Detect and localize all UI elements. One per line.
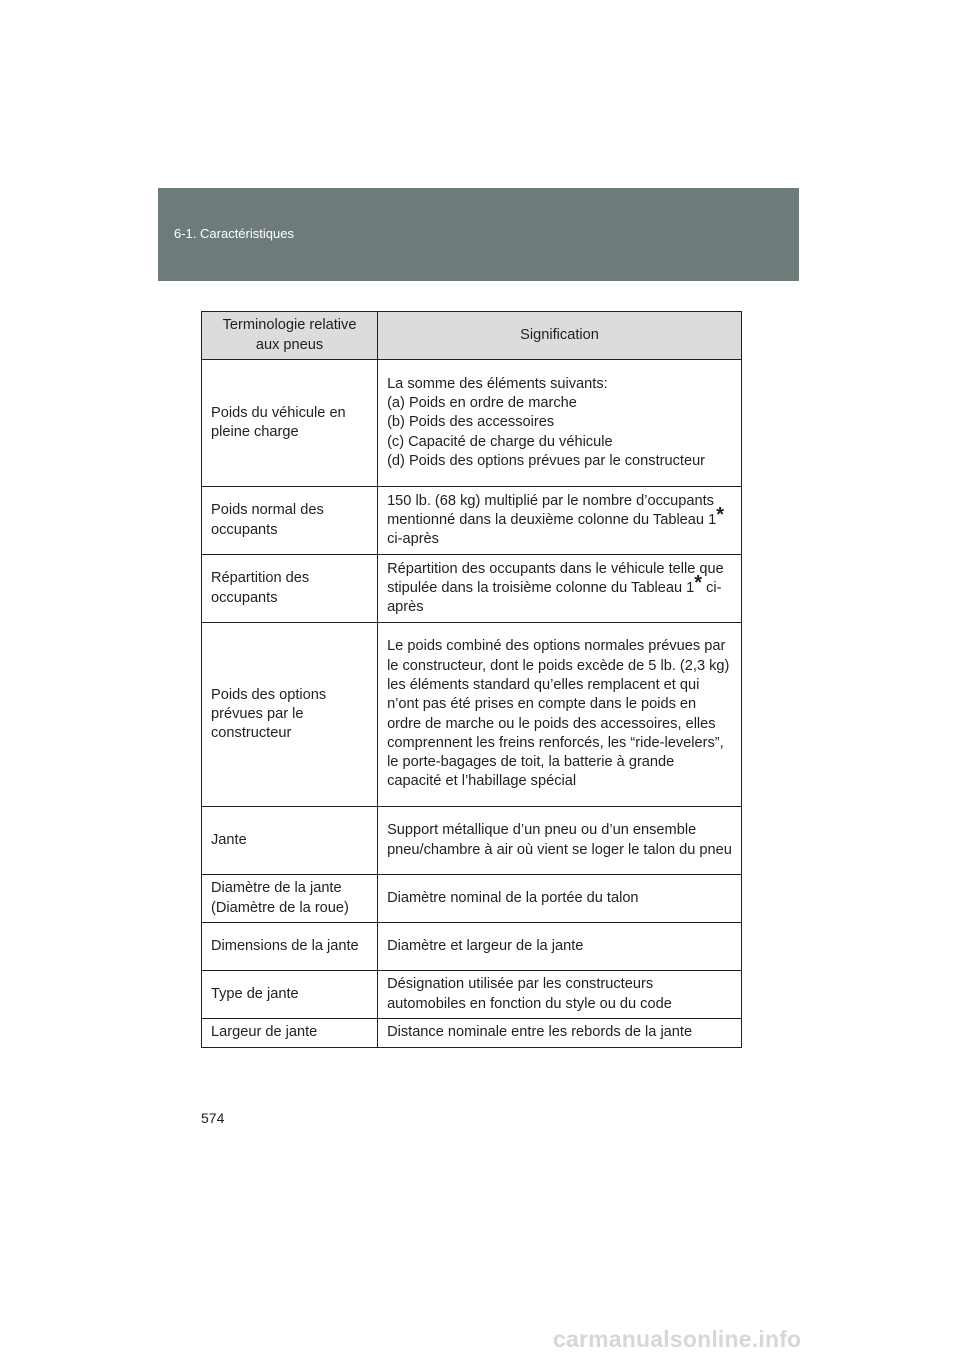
- definition-text: Répartition des occupants dans le véhicule telle que stipulée dans la troisième colonne du Tableau 1: [387, 560, 724, 596]
- term-cell: Poids normal des occupants: [202, 487, 378, 555]
- term-cell: Poids des options prévues par le constructeur: [202, 623, 378, 807]
- definition-text-suffix: ci-après: [387, 579, 722, 616]
- page-number: 574: [201, 1110, 225, 1126]
- term-cell: Jante: [202, 807, 378, 875]
- table-row: [202, 971, 742, 1019]
- term-cell: Type de jante: [202, 971, 378, 1019]
- definition-cell: Désignation utilisée par les constructeurs automobiles en fonction du style ou du code: [378, 971, 742, 1019]
- table-row: [202, 487, 742, 555]
- definition-line: (a) Poids en ordre de marche: [387, 395, 577, 412]
- footnote-asterisk: *: [716, 503, 725, 526]
- definition-cell: [378, 555, 742, 623]
- term-cell: Dimensions de la jante: [202, 923, 378, 971]
- definition-line: (b) Poids des accessoires: [387, 414, 555, 431]
- table-row: [202, 875, 742, 923]
- table-header-row: [202, 312, 742, 360]
- table-row: [202, 1019, 742, 1048]
- definition-cell: [378, 360, 742, 487]
- definition-line: (c) Capacité de charge du véhicule: [387, 433, 613, 450]
- definition-line: La somme des éléments suivants:: [387, 375, 608, 392]
- watermark: carmanualsonline.info: [553, 1326, 802, 1352]
- term-cell: Poids du véhicule en pleine charge: [202, 360, 378, 487]
- definition-text: 150 lb. (68 kg) multiplié par le nombre d’occupants mentionné dans la deuxième colonne du Tableau 1: [387, 492, 717, 528]
- definition-cell: Distance nominale entre les rebords de la jante: [378, 1019, 742, 1048]
- table-row: [202, 360, 742, 487]
- definition-line: (d) Poids des options prévues par le constructeur: [387, 452, 706, 469]
- table-row: [202, 923, 742, 971]
- term-cell: Diamètre de la jante (Diamètre de la roue): [202, 875, 378, 923]
- definition-cell: Support métallique d’un pneu ou d’un ensemble pneu/chambre à air où vient se loger le talon du pneu: [378, 807, 742, 875]
- term-cell: Répartition des occupants: [202, 555, 378, 623]
- footnote-asterisk: *: [694, 571, 703, 594]
- definition-cell: Le poids combiné des options normales prévues par le constructeur, dont le poids excède de 5 lb. (2,3 kg) les éléments standard qu’elles remplacent et qui n’ont pas été prises en compte dans le poids en ordre de marche ou le poids des accessoires, elles comprennent les freins renforcés, les “ride-levelers”, le porte-bagages de toit, la batterie à grande capacité et l’habillage spécial: [378, 623, 742, 807]
- tire-terminology-table: [201, 311, 742, 1048]
- column-header-term: Terminologie relative aux pneus: [202, 312, 378, 360]
- definition-cell: Diamètre et largeur de la jante: [378, 923, 742, 971]
- table-row: [202, 555, 742, 623]
- column-header-meaning: Signification: [378, 312, 742, 360]
- definition-cell: Diamètre nominal de la portée du talon: [378, 875, 742, 923]
- table-row: [202, 807, 742, 875]
- table-row: [202, 623, 742, 807]
- definition-text-suffix: ci-après: [387, 531, 439, 548]
- section-title: 6-1. Caractéristiques: [174, 226, 294, 241]
- definition-cell: [378, 487, 742, 555]
- term-cell: Largeur de jante: [202, 1019, 378, 1048]
